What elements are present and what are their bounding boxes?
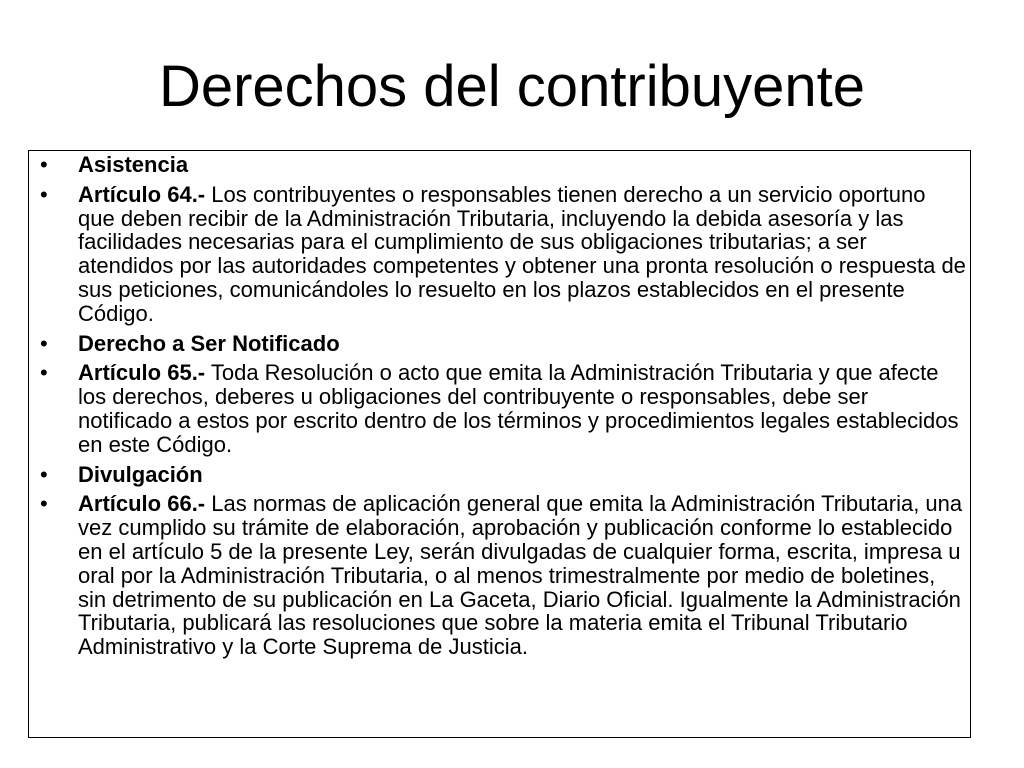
article-lead: Artículo 64.- xyxy=(78,181,206,207)
bullet-item-articulo-64 xyxy=(29,183,970,326)
article-text: Los contribuyentes o responsables tienen derecho a un servicio oportuno que deben recibir de la Administración Tributaria, incluyendo la debida asesoría y las facilidades necesarias para el cumplimiento de sus obligaciones tributarias; a ser atendidos por las autoridades competentes y obtener una pronta resolución o respuesta de sus peticiones, comunicándoles lo resuelto en los plazos establecidos en el presente Código. xyxy=(78,181,966,326)
bullet-symbol: • xyxy=(40,360,48,386)
bullet-symbol: • xyxy=(40,461,48,487)
article-lead: Artículo 66.- xyxy=(78,491,206,517)
section-heading: Divulgación xyxy=(78,461,203,487)
bullet-symbol: • xyxy=(40,152,48,177)
section-heading: Derecho a Ser Notificado xyxy=(78,330,340,356)
bullet-item-articulo-66 xyxy=(29,492,970,659)
content-box xyxy=(28,150,971,738)
article-text: Toda Resolución o acto que emita la Administración Tributaria y que afecte los derechos, deberes u obligaciones del contribuyente o responsables, debe ser notificado a estos por escrito dentro de los términos y procedimientos legales establecidos en este Código. xyxy=(78,360,959,457)
bullet-symbol: • xyxy=(40,491,48,517)
bullet-list xyxy=(29,151,970,665)
bullet-item-articulo-65 xyxy=(29,361,970,456)
bullet-item-asistencia-heading xyxy=(29,153,970,177)
slide-title: Derechos del contribuyente xyxy=(158,54,866,119)
article-text: Las normas de aplicación general que emita la Administración Tributaria, una vez cumplido su trámite de elaboración, aprobación y publicación conforme lo establecido en el artículo 5 de la presente Ley, serán divulgadas de cualquier forma, escrita, impresa u oral por la Administración Tributaria, o al menos trimestralmente por medio de boletines, sin detrimento de su publicación en La Gaceta, Diario Oficial. Igualmente la Administración Tributaria, publicará las resoluciones que sobre la materia emita el Tribunal Tributario Administrativo y la Corte Suprema de Justicia. xyxy=(78,491,963,660)
bullet-item-notificado-heading xyxy=(29,332,970,356)
bullet-symbol: • xyxy=(40,181,48,207)
article-lead: Artículo 65.- xyxy=(78,360,206,386)
bullet-item-divulgacion-heading xyxy=(29,463,970,487)
bullet-symbol: • xyxy=(40,330,48,356)
section-heading: Asistencia xyxy=(78,152,189,177)
